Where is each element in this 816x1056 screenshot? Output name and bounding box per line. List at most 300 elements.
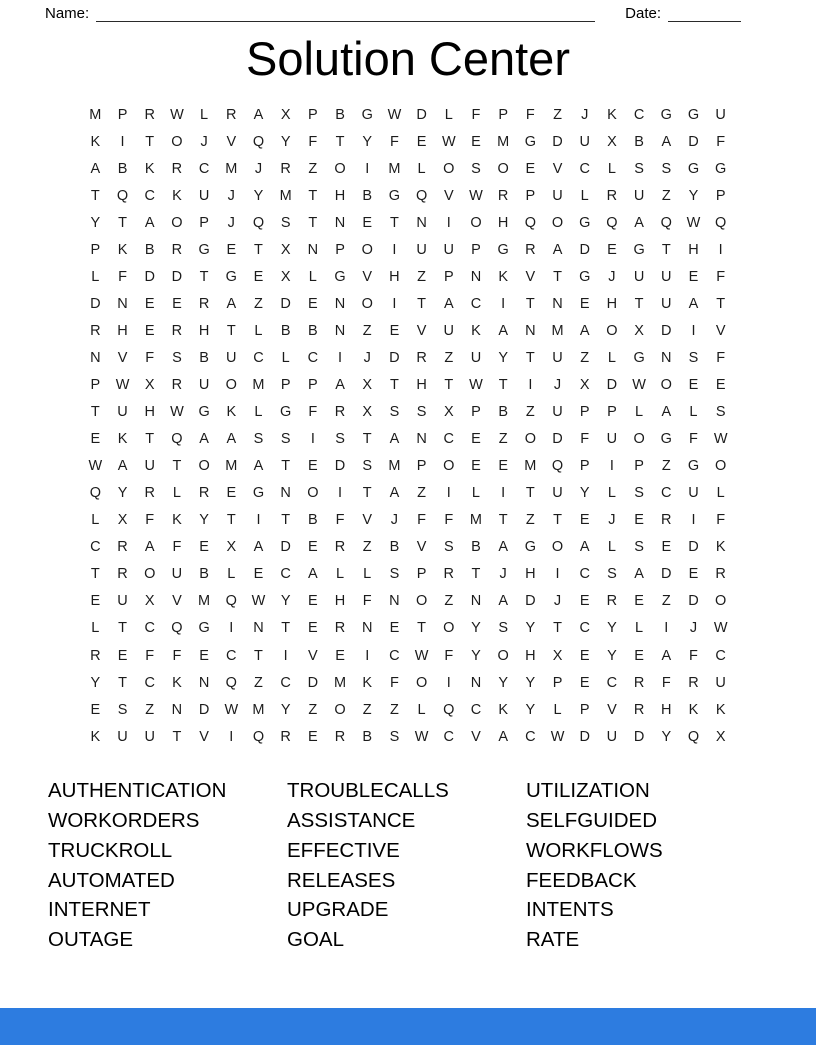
- date-label: Date:: [625, 5, 661, 22]
- grid-letter: K: [607, 106, 617, 123]
- grid-row: [82, 480, 735, 507]
- grid-letter: D: [198, 701, 210, 718]
- grid-letter: N: [470, 674, 482, 691]
- grid-letter: K: [144, 160, 155, 177]
- grid-row: [82, 344, 735, 371]
- grid-letter: E: [688, 377, 699, 394]
- grid-letter: T: [90, 566, 100, 583]
- grid-letter: Z: [362, 539, 372, 556]
- grid-letter: D: [334, 458, 346, 475]
- grid-letter: E: [117, 647, 128, 664]
- grid-letter: E: [90, 431, 101, 448]
- grid-letter: C: [280, 674, 291, 691]
- grid-letter: Y: [688, 187, 699, 204]
- grid-letter: C: [579, 566, 590, 583]
- grid-letter: W: [414, 647, 429, 664]
- grid-letter: N: [416, 431, 427, 448]
- grid-letter: I: [691, 512, 696, 529]
- grid-row: [82, 426, 735, 453]
- grid-letter: B: [362, 187, 373, 204]
- grid-letter: N: [334, 214, 346, 231]
- grid-letter: G: [687, 106, 700, 123]
- grid-letter: U: [443, 241, 455, 258]
- grid-letter: A: [634, 214, 644, 231]
- grid-letter: T: [199, 268, 209, 285]
- grid-letter: Q: [252, 728, 265, 745]
- grid-letter: D: [171, 268, 183, 285]
- grid-letter: I: [338, 349, 343, 366]
- grid-letter: S: [471, 160, 481, 177]
- grid-letter: S: [389, 728, 400, 745]
- grid-letter: E: [199, 539, 209, 556]
- grid-letter: U: [470, 349, 482, 366]
- grid-letter: J: [608, 512, 616, 529]
- grid-letter: Y: [525, 674, 536, 691]
- grid-letter: X: [280, 241, 291, 258]
- grid-letter: T: [281, 458, 291, 475]
- grid-letter: E: [416, 133, 427, 150]
- grid-letter: E: [525, 160, 536, 177]
- grid-letter: O: [171, 133, 183, 150]
- grid-letter: C: [90, 539, 101, 556]
- grid-letter: F: [172, 647, 182, 664]
- grid-letter: J: [254, 160, 263, 177]
- grid-letter: U: [443, 322, 455, 339]
- grid-letter: C: [144, 674, 155, 691]
- grid-letter: O: [633, 431, 645, 448]
- grid-letter: U: [715, 674, 726, 691]
- grid-letter: C: [144, 187, 155, 204]
- grid-letter: R: [606, 593, 618, 610]
- grid-letter: C: [715, 647, 726, 664]
- grid-letter: K: [90, 728, 101, 745]
- grid-row: [82, 588, 735, 615]
- grid-letter: D: [606, 377, 618, 394]
- grid-letter: S: [688, 349, 699, 366]
- grid-letter: D: [688, 133, 699, 150]
- grid-letter: R: [90, 647, 101, 664]
- grid-letter: O: [443, 160, 455, 177]
- grid-letter: E: [362, 214, 373, 231]
- grid-letter: N: [307, 241, 319, 258]
- grid-letter: E: [634, 593, 644, 610]
- grid-letter: E: [90, 593, 101, 610]
- grid-letter: T: [254, 241, 263, 258]
- grid-letter: U: [552, 485, 563, 502]
- grid-letter: O: [361, 295, 373, 312]
- grid-letter: D: [280, 295, 291, 312]
- grid-letter: E: [579, 512, 590, 529]
- grid-letter: U: [606, 431, 618, 448]
- grid-letter: N: [470, 593, 482, 610]
- grid-letter: U: [552, 349, 563, 366]
- grid-letter: P: [525, 187, 536, 204]
- grid-letter: A: [226, 295, 237, 312]
- grid-letter: V: [607, 701, 617, 718]
- grid-letter: G: [715, 160, 727, 177]
- grid-letter: U: [688, 485, 699, 502]
- grid-letter: T: [90, 404, 100, 421]
- grid-letter: E: [688, 566, 699, 583]
- grid-letter: E: [579, 295, 590, 312]
- word-search-grid: [82, 101, 735, 750]
- grid-letter: R: [198, 485, 210, 502]
- grid-letter: Q: [415, 187, 428, 204]
- grid-letter: V: [362, 512, 373, 529]
- grid-letter: B: [498, 404, 508, 421]
- grid-letter: S: [362, 458, 373, 475]
- grid-letter: E: [253, 268, 264, 285]
- grid-letter: C: [579, 160, 590, 177]
- grid-letter: D: [280, 539, 291, 556]
- grid-letter: T: [145, 431, 155, 448]
- grid-letter: F: [716, 268, 726, 285]
- grid-letter: R: [334, 620, 346, 637]
- grid-letter: T: [716, 295, 726, 312]
- grid-letter: I: [120, 133, 125, 150]
- grid-letter: R: [715, 566, 726, 583]
- word-list-column: [48, 776, 287, 955]
- grid-letter: Z: [308, 160, 318, 177]
- grid-row: [82, 696, 735, 723]
- grid-letter: L: [689, 404, 698, 421]
- grid-letter: G: [334, 268, 346, 285]
- grid-letter: E: [308, 620, 318, 637]
- grid-letter: H: [144, 404, 155, 421]
- grid-letter: E: [634, 647, 644, 664]
- grid-letter: X: [144, 593, 155, 610]
- grid-letter: N: [171, 701, 183, 718]
- grid-letter: R: [171, 241, 183, 258]
- grid-letter: F: [661, 674, 671, 691]
- grid-letter: L: [716, 485, 725, 502]
- grid-letter: N: [389, 593, 400, 610]
- word-list-column: [526, 776, 663, 955]
- grid-letter: D: [307, 674, 319, 691]
- grid-letter: V: [552, 160, 563, 177]
- grid-letter: D: [389, 349, 400, 366]
- grid-letter: M: [225, 160, 238, 177]
- grid-letter: C: [226, 647, 237, 664]
- grid-letter: P: [117, 106, 128, 123]
- grid-letter: Z: [553, 106, 562, 123]
- grid-letter: E: [172, 295, 182, 312]
- grid-letter: W: [713, 431, 728, 448]
- grid-letter: F: [118, 268, 127, 285]
- grid-letter: O: [715, 593, 727, 610]
- grid-letter: R: [280, 728, 291, 745]
- grid-letter: A: [579, 322, 590, 339]
- grid-letter: Z: [254, 295, 263, 312]
- grid-letter: P: [715, 187, 726, 204]
- grid-row: [82, 723, 735, 750]
- grid-letter: Y: [362, 133, 373, 150]
- grid-letter: D: [552, 431, 563, 448]
- grid-letter: T: [553, 620, 562, 637]
- grid-letter: R: [416, 349, 427, 366]
- word-item: WORKORDERS: [48, 808, 200, 832]
- grid-letter: A: [661, 404, 672, 421]
- grid-letter: E: [498, 458, 508, 475]
- grid-letter: T: [471, 566, 481, 583]
- grid-letter: R: [117, 566, 128, 583]
- grid-letter: V: [117, 349, 128, 366]
- grid-letter: A: [335, 377, 345, 394]
- date-field: [625, 5, 741, 22]
- word-list: [0, 776, 816, 955]
- grid-letter: O: [144, 566, 156, 583]
- grid-letter: L: [308, 268, 317, 285]
- grid-letter: I: [446, 214, 451, 231]
- grid-letter: Z: [661, 458, 671, 475]
- grid-letter: P: [634, 458, 644, 475]
- grid-letter: A: [661, 133, 672, 150]
- grid-letter: K: [172, 674, 182, 691]
- grid-letter: H: [497, 214, 509, 231]
- grid-letter: E: [389, 620, 400, 637]
- grid-letter: Q: [225, 674, 237, 691]
- grid-letter: T: [417, 295, 427, 312]
- grid-letter: S: [280, 431, 291, 448]
- word-item: AUTHENTICATION: [48, 779, 227, 803]
- grid-letter: Z: [308, 701, 318, 718]
- grid-letter: A: [253, 106, 264, 123]
- grid-letter: J: [227, 187, 235, 204]
- grid-letter: O: [334, 701, 346, 718]
- grid-row: [82, 155, 735, 182]
- grid-letter: T: [308, 187, 318, 204]
- grid-letter: R: [144, 106, 155, 123]
- grid-letter: S: [715, 404, 726, 421]
- grid-letter: T: [90, 187, 100, 204]
- grid-letter: V: [308, 647, 318, 664]
- grid-letter: E: [308, 593, 318, 610]
- grid-letter: R: [334, 404, 346, 421]
- grid-letter: B: [471, 539, 481, 556]
- grid-letter: C: [470, 701, 482, 718]
- grid-letter: H: [416, 377, 427, 394]
- grid-letter: T: [145, 133, 155, 150]
- grid-letter: D: [688, 593, 699, 610]
- grid-letter: G: [225, 268, 237, 285]
- grid-letter: Q: [524, 214, 536, 231]
- grid-letter: J: [363, 349, 371, 366]
- grid-letter: T: [254, 647, 263, 664]
- grid-letter: C: [606, 674, 618, 691]
- grid-letter: I: [528, 377, 533, 394]
- word-item: SELFGUIDED: [526, 808, 657, 832]
- grid-letter: R: [171, 322, 183, 339]
- grid-letter: Z: [362, 701, 372, 718]
- grid-letter: W: [686, 214, 701, 231]
- grid-letter: F: [308, 404, 318, 421]
- grid-letter: L: [417, 160, 426, 177]
- grid-row: [82, 372, 735, 399]
- grid-letter: K: [172, 187, 182, 204]
- grid-letter: U: [579, 133, 590, 150]
- grid-letter: F: [389, 133, 399, 150]
- grid-letter: F: [444, 512, 454, 529]
- grid-letter: I: [718, 241, 723, 258]
- grid-letter: A: [199, 431, 209, 448]
- grid-row: [82, 507, 735, 534]
- grid-letter: L: [254, 322, 263, 339]
- grid-letter: T: [172, 728, 182, 745]
- grid-letter: R: [117, 539, 128, 556]
- grid-letter: P: [579, 458, 590, 475]
- grid-letter: Z: [362, 322, 372, 339]
- grid-letter: R: [497, 187, 509, 204]
- grid-letter: Y: [661, 728, 672, 745]
- grid-letter: Y: [525, 620, 536, 637]
- grid-letter: Z: [525, 512, 535, 529]
- grid-letter: S: [389, 404, 400, 421]
- word-item: TROUBLECALLS: [287, 779, 449, 803]
- grid-letter: S: [607, 566, 617, 583]
- grid-letter: E: [607, 241, 617, 258]
- date-blank-line: [668, 6, 741, 22]
- grid-row: [82, 615, 735, 642]
- grid-letter: C: [389, 647, 400, 664]
- grid-row: [82, 317, 735, 344]
- grid-letter: F: [580, 431, 590, 448]
- grid-letter: F: [145, 512, 155, 529]
- grid-letter: R: [606, 187, 618, 204]
- grid-letter: H: [606, 295, 618, 312]
- grid-letter: G: [660, 106, 672, 123]
- grid-letter: T: [498, 377, 508, 394]
- grid-letter: A: [389, 431, 400, 448]
- grid-letter: G: [280, 404, 292, 421]
- grid-letter: L: [363, 566, 372, 583]
- grid-letter: F: [389, 674, 399, 691]
- grid-letter: G: [198, 620, 210, 637]
- grid-letter: G: [579, 214, 591, 231]
- grid-letter: G: [252, 485, 265, 502]
- grid-letter: C: [661, 485, 672, 502]
- grid-row: [82, 128, 735, 155]
- grid-letter: K: [172, 512, 182, 529]
- grid-letter: X: [634, 322, 644, 339]
- grid-letter: C: [470, 295, 482, 312]
- grid-letter: Y: [579, 485, 590, 502]
- grid-letter: W: [632, 377, 646, 394]
- grid-letter: M: [252, 701, 265, 718]
- word-item: FEEDBACK: [526, 868, 637, 892]
- grid-letter: P: [280, 377, 291, 394]
- grid-letter: C: [144, 620, 155, 637]
- grid-letter: O: [225, 377, 237, 394]
- grid-letter: A: [579, 539, 590, 556]
- grid-letter: W: [469, 377, 483, 394]
- grid-letter: A: [498, 728, 508, 745]
- grid-letter: E: [308, 539, 318, 556]
- grid-letter: T: [226, 512, 236, 529]
- grid-letter: O: [715, 458, 727, 475]
- grid-letter: D: [661, 566, 672, 583]
- grid-letter: G: [633, 241, 645, 258]
- grid-letter: Y: [280, 133, 291, 150]
- grid-letter: P: [443, 268, 454, 285]
- grid-letter: V: [226, 133, 237, 150]
- grid-letter: J: [581, 106, 589, 123]
- grid-letter: M: [89, 106, 102, 123]
- word-item: EFFECTIVE: [287, 838, 400, 862]
- grid-letter: A: [308, 566, 318, 583]
- grid-letter: Z: [661, 187, 671, 204]
- word-item: OUTAGE: [48, 928, 134, 952]
- grid-letter: N: [361, 620, 373, 637]
- grid-letter: F: [471, 106, 481, 123]
- grid-row: [82, 453, 735, 480]
- grid-letter: Y: [117, 485, 128, 502]
- grid-letter: Y: [525, 701, 536, 718]
- grid-letter: I: [691, 322, 696, 339]
- grid-letter: A: [498, 593, 508, 610]
- grid-letter: L: [91, 620, 100, 637]
- grid-letter: Q: [551, 458, 564, 475]
- grid-letter: Q: [252, 214, 265, 231]
- grid-letter: L: [607, 485, 616, 502]
- grid-letter: J: [200, 133, 208, 150]
- grid-letter: I: [609, 458, 614, 475]
- grid-letter: N: [661, 349, 672, 366]
- grid-letter: M: [524, 458, 537, 475]
- grid-letter: Y: [90, 674, 101, 691]
- grid-letter: U: [715, 106, 726, 123]
- word-item: TRUCKROLL: [48, 838, 173, 862]
- grid-letter: E: [144, 295, 155, 312]
- grid-letter: E: [634, 512, 644, 529]
- grid-letter: A: [661, 647, 672, 664]
- grid-letter: W: [414, 728, 429, 745]
- grid-letter: G: [660, 431, 672, 448]
- grid-letter: K: [362, 674, 373, 691]
- grid-letter: Q: [116, 187, 129, 204]
- grid-letter: R: [334, 728, 346, 745]
- grid-letter: U: [171, 566, 183, 583]
- grid-letter: V: [416, 539, 427, 556]
- grid-letter: T: [525, 349, 535, 366]
- grid-letter: I: [664, 620, 669, 637]
- grid-letter: W: [550, 728, 565, 745]
- grid-letter: M: [469, 512, 483, 529]
- grid-letter: F: [689, 431, 698, 448]
- grid-letter: N: [280, 485, 291, 502]
- grid-letter: R: [144, 485, 155, 502]
- grid-letter: C: [633, 106, 645, 123]
- grid-letter: T: [389, 214, 399, 231]
- grid-letter: S: [416, 404, 427, 421]
- word-item: RATE: [526, 928, 580, 952]
- grid-letter: I: [446, 485, 451, 502]
- grid-letter: Y: [90, 214, 101, 231]
- grid-letter: F: [308, 133, 318, 150]
- grid-letter: Q: [443, 701, 455, 718]
- grid-letter: R: [198, 295, 210, 312]
- grid-letter: H: [389, 268, 400, 285]
- grid-letter: V: [525, 268, 536, 285]
- grid-letter: K: [117, 241, 128, 258]
- grid-letter: P: [607, 404, 617, 421]
- grid-letter: D: [661, 322, 672, 339]
- grid-letter: T: [498, 512, 508, 529]
- grid-letter: R: [688, 674, 699, 691]
- grid-letter: Q: [252, 133, 265, 150]
- grid-letter: X: [443, 404, 454, 421]
- grid-letter: L: [471, 485, 480, 502]
- worksheet-header: [0, 0, 816, 22]
